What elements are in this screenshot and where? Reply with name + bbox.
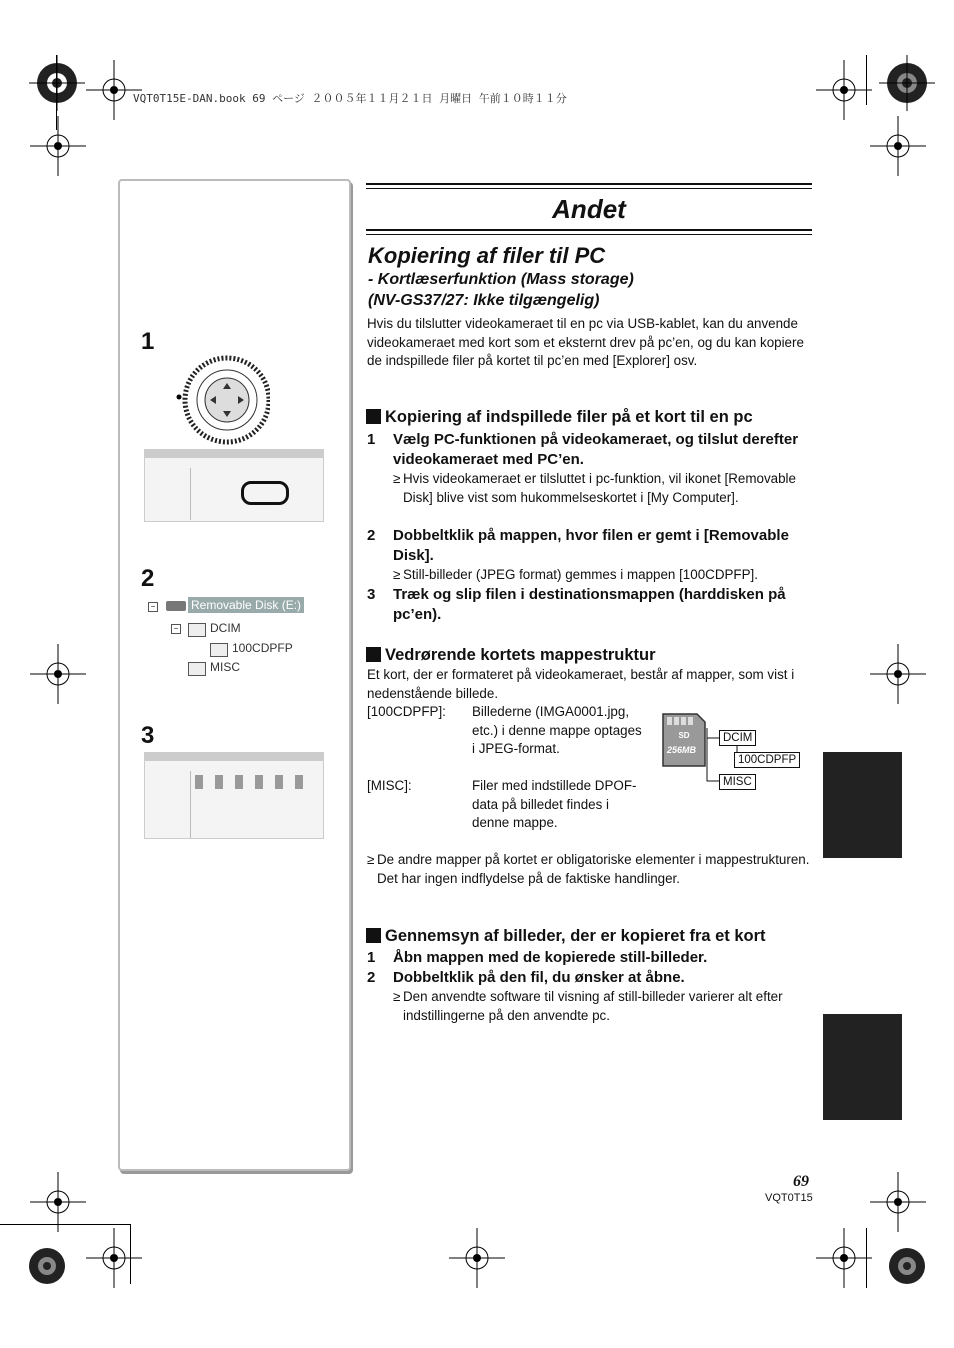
bullet-mark: ≥ bbox=[393, 471, 401, 486]
tree-dcim-label: DCIM bbox=[210, 621, 241, 635]
heading-view-images bbox=[366, 927, 766, 946]
crosshair-icon bbox=[30, 644, 86, 704]
crosshair-icon bbox=[30, 1172, 86, 1232]
trim-line bbox=[130, 1224, 131, 1284]
step-text: Åbn mappen med de kopierede still-billeder. bbox=[393, 949, 708, 966]
folder-structure-note bbox=[367, 851, 813, 888]
copy-step-2 bbox=[367, 526, 813, 566]
copy-step-2-note bbox=[393, 566, 813, 585]
crosshair-icon bbox=[816, 1228, 872, 1288]
title-rule-top-thin bbox=[366, 188, 812, 189]
step-text: Dobbeltklik på mappen, hvor filen er gemt i [Removable Disk]. bbox=[393, 527, 789, 564]
note-text: De andre mapper på kortet er obligatoriske elementer i mappestrukturen. Det har ingen indflydelse på de faktiske handlinger. bbox=[377, 852, 810, 886]
registration-mark-icon bbox=[872, 1238, 942, 1308]
folder-desc-100cdpfp: Billederne (IMGA0001.jpg, etc.) i denne mappe optages i JPEG-format. bbox=[472, 704, 642, 756]
folder-tree-screenshot: − Removable Disk (E:) − DCIM 100CDPFP MISC bbox=[148, 597, 308, 677]
crosshair-icon bbox=[870, 1172, 926, 1232]
copy-step-1 bbox=[367, 430, 813, 470]
chapter-tab-block bbox=[823, 1014, 902, 1120]
trim-line bbox=[0, 1224, 130, 1225]
heading-copy-files-text: Kopiering af indspillede filer på et kort til en pc bbox=[385, 408, 753, 426]
trim-line bbox=[866, 1228, 867, 1288]
page-title: Andet bbox=[552, 194, 626, 224]
bullet-mark: ≥ bbox=[393, 989, 401, 1004]
illustration-step-2: 2 bbox=[141, 565, 155, 592]
section-subtitle-1: - Kortlæserfunktion (Mass storage) bbox=[368, 271, 634, 288]
step-number: 1 bbox=[367, 431, 376, 448]
step-text: Dobbeltklik på den fil, du ønsker at åbne. bbox=[393, 969, 685, 986]
trim-line bbox=[866, 55, 867, 105]
document-code: VQT0T15 bbox=[765, 1192, 813, 1204]
note-text: Still-billeder (JPEG format) gemmes i mappen [100CDPFP]. bbox=[403, 567, 758, 582]
page-number: 69 bbox=[793, 1173, 809, 1190]
sd-card-capacity: 256MB bbox=[667, 745, 697, 755]
step-number: 3 bbox=[367, 586, 376, 603]
heading-folder-structure bbox=[366, 646, 656, 665]
folder-desc-misc: Filer med indstillede DPOF-data på billedet findes i denne mappe. bbox=[472, 778, 637, 830]
step-number: 2 bbox=[367, 527, 376, 544]
crosshair-icon bbox=[870, 644, 926, 704]
file-header-line: VQT0T15E-DAN.book 69 ページ ２００５年１１月２１日 月曜日 午前１０時１１分 bbox=[133, 92, 567, 105]
step-number: 2 bbox=[367, 969, 376, 986]
folder-key-misc: [MISC]: bbox=[367, 778, 412, 793]
title-rule-top bbox=[366, 183, 812, 185]
step-text: Vælg PC-funktionen på videokameraet, og tilslut derefter videokameraet med PC’en. bbox=[393, 431, 799, 468]
note-text: Hvis videokameraet er tilsluttet i pc-funktion, vil ikonet [Removable Disk] blive vist som hukommelseskortet i [My Computer]. bbox=[403, 471, 796, 505]
heading-copy-files bbox=[366, 408, 753, 427]
diagram-misc: MISC bbox=[719, 774, 756, 790]
step-text: Træk og slip filen i destinationsmappen (harddisken på pc’en). bbox=[393, 586, 786, 623]
diagram-dcim: DCIM bbox=[719, 730, 756, 746]
crosshair-icon bbox=[30, 116, 86, 176]
copy-step-1-note bbox=[393, 470, 813, 526]
explorer-screenshot-removable-disk bbox=[144, 449, 324, 522]
view-step-2 bbox=[367, 968, 813, 988]
crosshair-icon bbox=[449, 1228, 505, 1288]
trim-line bbox=[56, 55, 57, 130]
view-step-note bbox=[393, 988, 813, 1026]
tree-drive-label: Removable Disk (E:) bbox=[188, 597, 304, 613]
title-rule-bottom bbox=[366, 229, 812, 231]
copy-step-3 bbox=[367, 585, 813, 625]
crosshair-icon bbox=[870, 116, 926, 176]
heading-folder-structure-text: Vedrørende kortets mappestruktur bbox=[385, 646, 656, 664]
step-number: 1 bbox=[367, 949, 376, 966]
heading-view-images-text: Gennemsyn af billeder, der er kopieret fra et kort bbox=[385, 927, 766, 945]
tree-misc-label: MISC bbox=[210, 660, 240, 674]
folder-structure-intro: Et kort, der er formateret på videokameraet, består af mapper, som vist i nedenstående billede. bbox=[367, 667, 795, 701]
title-rule-bottom-thin bbox=[366, 234, 812, 235]
illustration-step-3: 3 bbox=[141, 722, 155, 749]
svg-text:SD: SD bbox=[678, 731, 690, 740]
explorer-screenshot-copy-files bbox=[144, 752, 324, 839]
section-subtitle-2: (NV-GS37/27: Ikke tilgængelig) bbox=[368, 292, 600, 309]
folder-key-100cdpfp: [100CDPFP]: bbox=[367, 704, 446, 719]
note-text: Den anvendte software til visning af still-billeder varierer alt efter indstillingerne på den anvendte pc. bbox=[403, 989, 783, 1023]
bullet-mark: ≥ bbox=[393, 567, 401, 582]
intro-paragraph: Hvis du tilslutter videokameraet til en pc via USB-kablet, kan du anvende videokameraet med kort som et eksternt drev på pc’en, og du kan kopiere de indspillede filer på kortet til pc’en med [Explorer] osv. bbox=[367, 316, 804, 368]
view-step-1 bbox=[367, 948, 813, 968]
registration-mark-icon bbox=[22, 1238, 92, 1308]
tree-100cdpfp-label: 100CDPFP bbox=[232, 641, 293, 655]
section-title: Kopiering af filer til PC bbox=[368, 243, 606, 268]
crosshair-icon bbox=[816, 60, 872, 120]
crosshair-icon bbox=[86, 1228, 142, 1288]
chapter-tab-block bbox=[823, 752, 902, 858]
illustration-step-1: 1 bbox=[141, 328, 155, 355]
diagram-100cdpfp: 100CDPFP bbox=[734, 752, 800, 768]
bullet-mark: ≥ bbox=[367, 852, 375, 867]
mode-dial-icon bbox=[175, 355, 270, 450]
